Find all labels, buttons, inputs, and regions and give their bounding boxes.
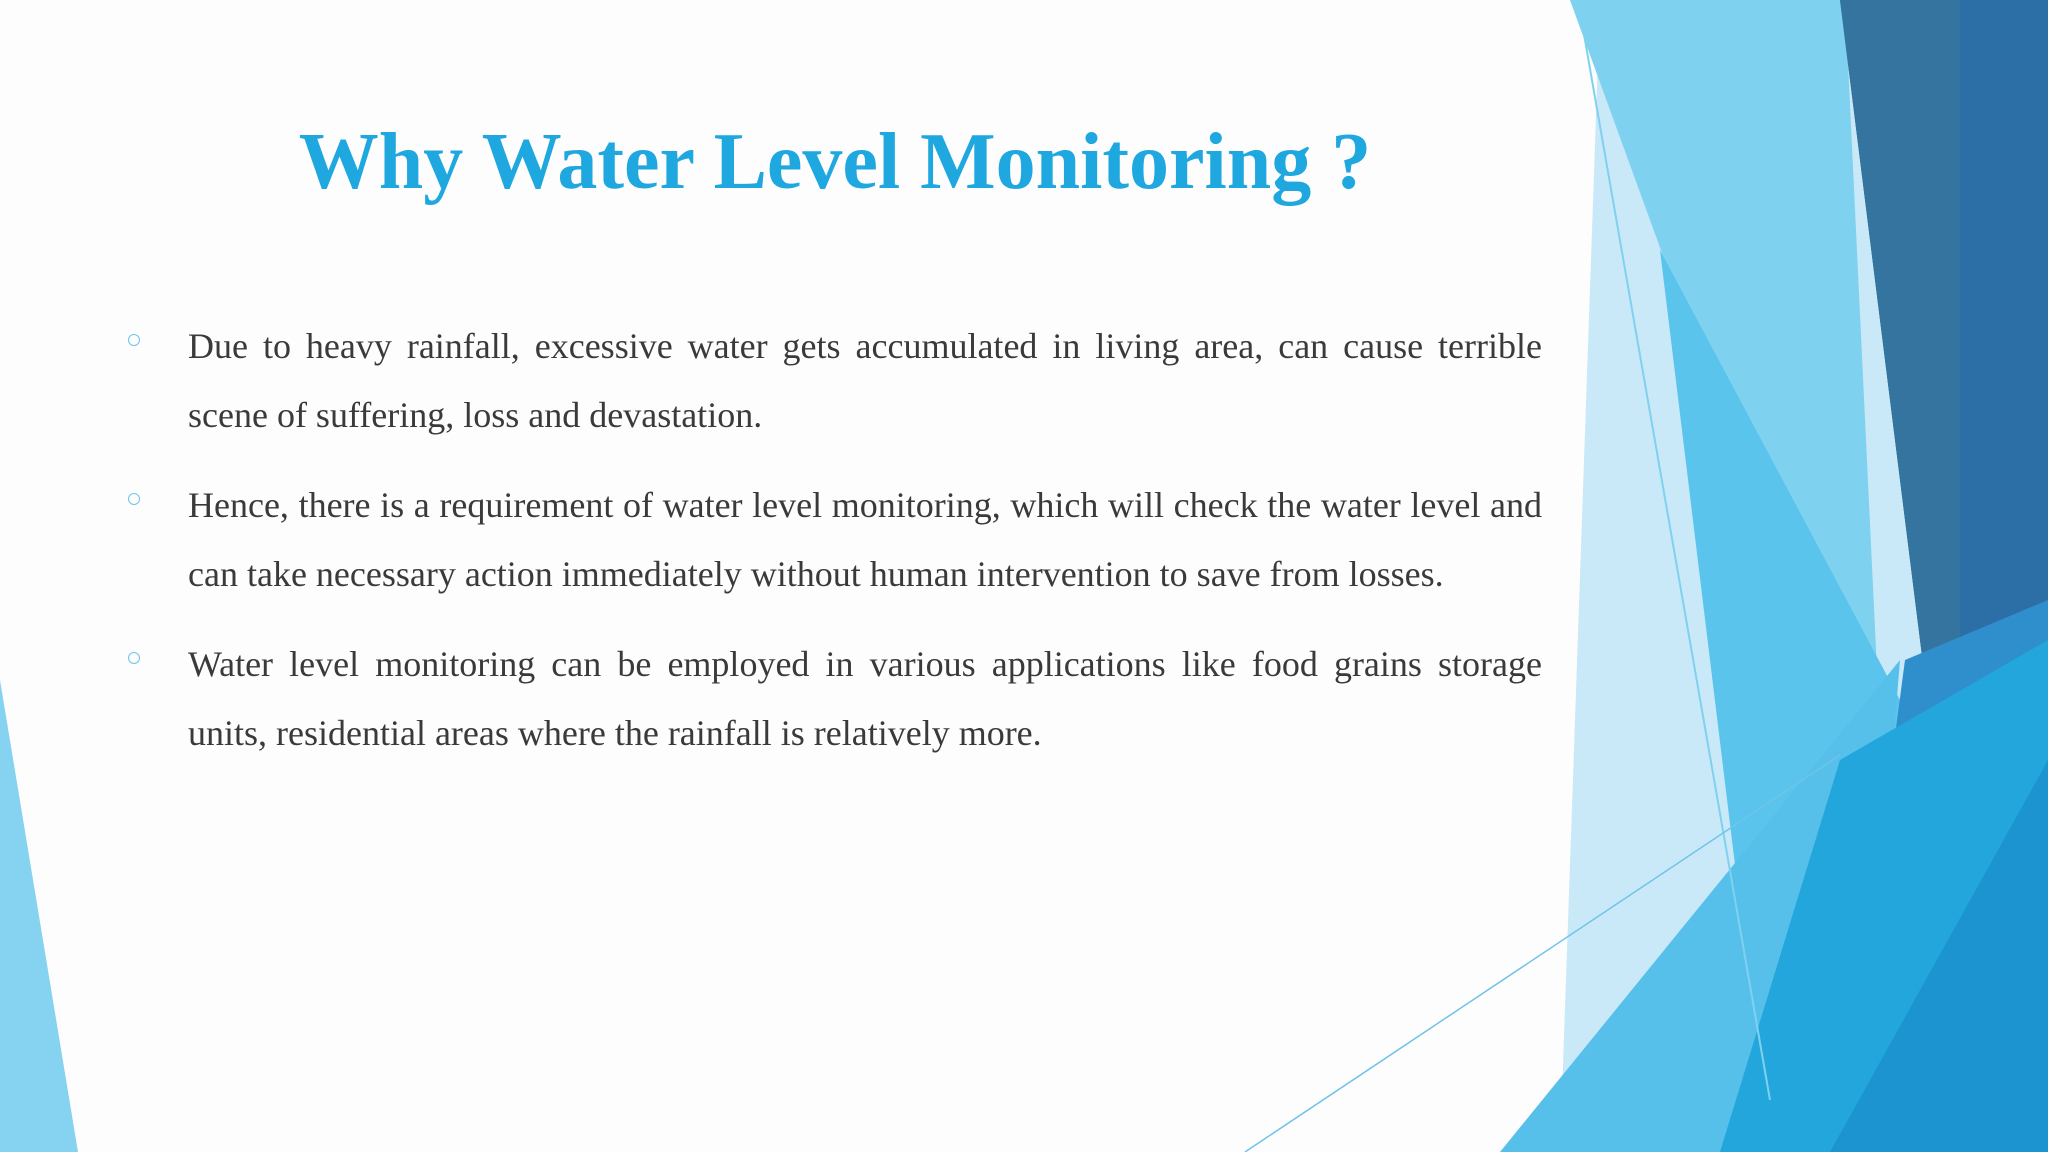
bullet-circle-icon [128,652,140,664]
bullet-item-applications [122,630,1542,768]
bullet-text: Water level monitoring can be employed in various applications like food grains storage units, residential areas where the rainfall is relatively more. [188,644,1542,753]
bullet-item-rainfall [122,312,1542,450]
bullet-list [122,312,1542,789]
left-accent-triangle [0,680,78,1152]
bullet-circle-icon [128,493,140,505]
slide-title: Why Water Level Monitoring ? [298,118,1372,206]
bullet-item-requirement [122,471,1542,609]
bullet-circle-icon [128,334,140,346]
bullet-text: Due to heavy rainfall, excessive water gets accumulated in living area, can cause terrible scene of suffering, loss and devastation. [188,326,1542,435]
bullet-text: Hence, there is a requirement of water level monitoring, which will check the water level and can take necessary action immediately without human intervention to save from losses. [188,485,1542,594]
